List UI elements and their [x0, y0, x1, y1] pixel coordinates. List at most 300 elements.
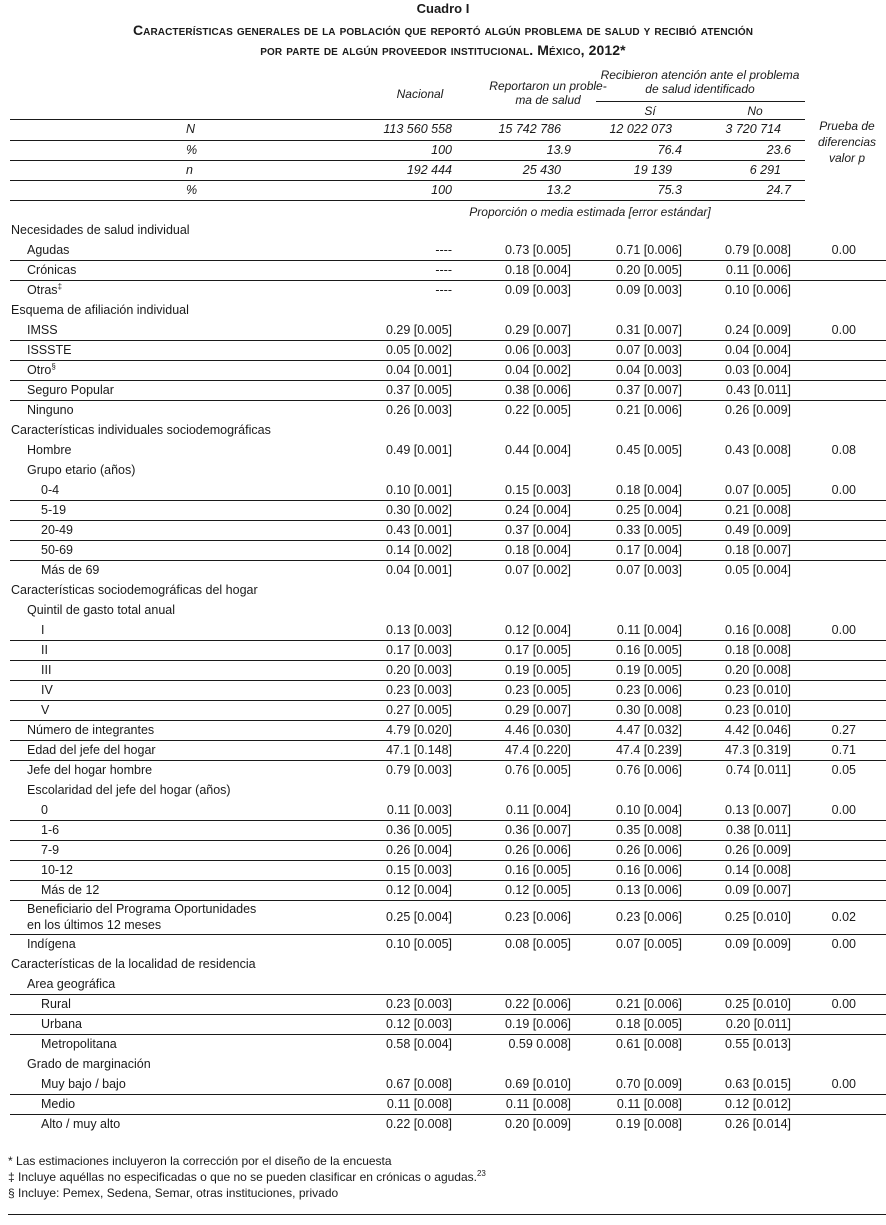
value-cell: 0.26 [0.014]: [724, 1117, 791, 1131]
value-cell: 0.09 [0.003]: [615, 283, 682, 297]
table-row: [0, 421, 886, 441]
table-row: [0, 441, 886, 461]
row-label-text: 0: [41, 803, 48, 817]
row-label: [27, 283, 62, 297]
value-cell: 0.38 [0.011]: [725, 823, 791, 837]
row-label-text: Rural: [41, 997, 71, 1011]
value-cell: 0.22 [0.005]: [504, 403, 571, 417]
summary-cell: 6 291: [749, 163, 781, 177]
value-cell: 0.14 [0.008]: [724, 863, 791, 877]
table-row: [0, 621, 886, 641]
value-cell: 0.07 [0.003]: [615, 343, 682, 357]
summary-row: [0, 161, 886, 181]
value-cell: 0.13 [0.007]: [724, 803, 791, 817]
row-label: [41, 1097, 75, 1111]
value-cell: 0.79 [0.003]: [385, 763, 452, 777]
table-row: [0, 801, 886, 821]
value-cell: 0.20 [0.009]: [504, 1117, 571, 1131]
summary-label: n: [186, 163, 193, 177]
row-label: [41, 997, 71, 1011]
value-cell: 0.55 [0.013]: [724, 1037, 791, 1051]
p-value-cell: 0.00: [831, 243, 856, 257]
table-row: [0, 381, 886, 401]
value-cell: 0.26 [0.003]: [385, 403, 452, 417]
value-cell: 47.1 [0.148]: [385, 743, 452, 757]
row-label: [27, 723, 154, 737]
row-label: [27, 937, 76, 951]
table-title: [0, 20, 886, 60]
row-label: [41, 623, 44, 637]
table-row: [0, 1115, 886, 1135]
summary-cell: 100: [431, 143, 452, 157]
table-title-line2: por parte de algún proveedor institucional. México, 2012*: [260, 42, 626, 58]
value-cell: 0.49 [0.009]: [724, 523, 791, 537]
row-label: [41, 483, 59, 497]
table-row: [0, 461, 886, 481]
row-label: [41, 823, 59, 837]
table-row: [0, 681, 886, 701]
value-cell: 0.59 0.008]: [508, 1037, 571, 1051]
footnote-text: Las estimaciones incluyeron la corrección por el diseño de la encuesta: [16, 1154, 392, 1168]
value-cell: 0.38 [0.006]: [504, 383, 571, 397]
value-cell: 0.07 [0.003]: [615, 563, 682, 577]
value-cell: 0.24 [0.004]: [504, 503, 571, 517]
value-cell: 0.20 [0.011]: [725, 1017, 791, 1031]
table-number: Cuadro I: [416, 1, 470, 16]
row-label: [27, 901, 256, 933]
value-cell: 0.58 [0.004]: [385, 1037, 452, 1051]
value-cell: 47.4 [0.239]: [615, 743, 682, 757]
value-cell: 0.29 [0.007]: [504, 703, 571, 717]
value-cell: 0.12 [0.003]: [385, 1017, 452, 1031]
header-reportaron-line1: Reportaron un proble-: [489, 79, 607, 93]
value-cell: 0.18 [0.008]: [724, 643, 791, 657]
row-label-text: Jefe del hogar hombre: [27, 763, 153, 777]
value-cell: 0.23 [0.010]: [724, 683, 791, 697]
summary-cell: 3 720 714: [725, 122, 781, 136]
footnote-symbol: *: [8, 1154, 17, 1168]
value-cell: 0.22 [0.006]: [504, 997, 571, 1011]
value-cell: 0.11 [0.008]: [505, 1097, 571, 1111]
value-cell: 0.18 [0.004]: [504, 543, 571, 557]
p-value-cell: 0.00: [831, 323, 856, 337]
value-cell: 0.17 [0.003]: [385, 643, 452, 657]
row-label-text: Más de 12: [41, 883, 100, 897]
row-label-text: 1-6: [41, 823, 60, 837]
p-value-cell: 0.71: [831, 743, 856, 757]
value-cell: 0.21 [0.006]: [615, 997, 682, 1011]
value-cell: 0.15 [0.003]: [385, 863, 452, 877]
summary-label: %: [186, 143, 198, 157]
summary-cell: 12 022 073: [609, 122, 672, 136]
value-cell: 0.67 [0.008]: [385, 1077, 452, 1091]
footnote: [8, 1185, 338, 1201]
value-cell: 0.25 [0.010]: [724, 997, 791, 1011]
value-cell: 0.04 [0.002]: [504, 363, 571, 377]
value-cell: 0.21 [0.008]: [724, 503, 791, 517]
table-row: [0, 341, 886, 361]
value-cell: 0.79 [0.008]: [724, 243, 791, 257]
row-label-text: Características individuales sociodemográficas: [11, 423, 271, 437]
value-cell: 0.17 [0.004]: [615, 543, 682, 557]
row-label-text: Esquema de afiliación individual: [11, 303, 189, 317]
row-label-text: 5-19: [41, 503, 67, 517]
value-cell: 0.69 [0.010]: [504, 1077, 571, 1091]
summary-row: [0, 141, 886, 161]
footnote-symbol: ‡: [8, 1170, 19, 1184]
table-row: [0, 1075, 886, 1095]
row-label: [27, 743, 156, 757]
row-label: [27, 383, 114, 397]
value-cell: 4.47 [0.032]: [615, 723, 682, 737]
value-cell: 0.43 [0.011]: [725, 383, 791, 397]
value-cell: ----: [435, 263, 452, 277]
row-label-text: Beneficiario del Programa Oportunidades: [27, 902, 257, 916]
value-cell: 0.09 [0.009]: [724, 937, 791, 951]
table-row: [0, 861, 886, 881]
row-label-text: Grupo etario (años): [27, 463, 136, 477]
row-label-text: Quintil de gasto total anual: [27, 603, 176, 617]
row-label: [41, 503, 66, 517]
value-cell: 0.26 [0.006]: [504, 843, 571, 857]
header-prueba-line1: Prueba de: [819, 119, 875, 133]
footnote-symbol: §: [8, 1186, 19, 1200]
value-cell: 0.15 [0.003]: [504, 483, 571, 497]
table-row: [0, 1095, 886, 1115]
row-label-text: Necesidades de salud individual: [11, 223, 190, 237]
table-row: [0, 521, 886, 541]
value-cell: 0.16 [0.005]: [504, 863, 571, 877]
row-label-text: Otras: [27, 283, 58, 297]
row-label-text-line2: en los últimos 12 meses: [27, 918, 162, 932]
value-cell: 0.14 [0.002]: [385, 543, 452, 557]
header-recibieron: [595, 68, 805, 96]
summary-label: %: [186, 183, 198, 197]
summary-cell: 23.6: [766, 143, 791, 157]
table-row: [0, 281, 886, 301]
value-cell: 0.07 [0.005]: [724, 483, 791, 497]
table-row: [0, 241, 886, 261]
row-label-text: Urbana: [41, 1017, 82, 1031]
row-label: [27, 243, 69, 257]
row-label-text: Indígena: [27, 937, 76, 951]
value-cell: 0.16 [0.006]: [615, 863, 682, 877]
section-label: [11, 223, 190, 237]
row-label-text: Otro: [27, 363, 52, 377]
value-cell: 0.18 [0.007]: [724, 543, 791, 557]
table-row: [0, 841, 886, 861]
value-cell: 0.05 [0.002]: [385, 343, 452, 357]
value-cell: 0.61 [0.008]: [615, 1037, 682, 1051]
table-row: [0, 401, 886, 421]
table-row: [0, 995, 886, 1015]
value-cell: 0.43 [0.008]: [724, 443, 791, 457]
value-cell: 0.13 [0.003]: [385, 623, 452, 637]
value-cell: 0.16 [0.008]: [724, 623, 791, 637]
value-cell: 47.3 [0.319]: [724, 743, 791, 757]
reference-number: 23: [476, 1169, 486, 1178]
section-label: [11, 583, 258, 597]
row-label-text: 0-4: [41, 483, 60, 497]
value-cell: 0.37 [0.007]: [615, 383, 682, 397]
header-reportaron: [483, 79, 613, 107]
value-cell: 0.26 [0.009]: [724, 403, 791, 417]
row-label: [41, 843, 59, 857]
value-cell: 0.27 [0.005]: [385, 703, 452, 717]
value-cell: 0.11 [0.008]: [616, 1097, 682, 1111]
value-cell: 0.44 [0.004]: [504, 443, 571, 457]
value-cell: 0.19 [0.005]: [504, 663, 571, 677]
value-cell: 0.25 [0.010]: [724, 910, 791, 924]
p-value-cell: 0.00: [831, 997, 856, 1011]
value-cell: 0.10 [0.006]: [724, 283, 791, 297]
row-label: [41, 1077, 126, 1091]
summary-row: [0, 120, 886, 140]
table-row: [0, 741, 886, 761]
table-row: [0, 501, 886, 521]
value-cell: 0.76 [0.006]: [615, 763, 682, 777]
value-cell: 0.19 [0.005]: [615, 663, 682, 677]
summary-cell: 100: [431, 183, 452, 197]
row-label: [41, 1017, 82, 1031]
row-label-text: V: [41, 703, 50, 717]
header-no: No: [747, 104, 763, 118]
p-value-cell: 0.00: [831, 803, 856, 817]
table-row: [0, 935, 886, 955]
summary-cell: 15 742 786: [498, 122, 561, 136]
row-label-text: III: [41, 663, 52, 677]
summary-cell: 76.4: [657, 143, 682, 157]
value-cell: 0.16 [0.005]: [615, 643, 682, 657]
value-cell: 0.37 [0.005]: [385, 383, 452, 397]
row-label: [27, 403, 74, 417]
row-label: [41, 1037, 117, 1051]
footnote-text: Incluye aquéllas no especificadas o que no se pueden clasificar en crónicas o agudas.: [18, 1170, 477, 1184]
table-row: [0, 561, 886, 581]
row-label: [41, 703, 49, 717]
value-cell: 0.20 [0.003]: [385, 663, 452, 677]
summary-cell: 24.7: [766, 183, 791, 197]
row-label-text: ISSSTE: [27, 343, 72, 357]
table-row: [0, 361, 886, 381]
value-cell: 0.36 [0.005]: [385, 823, 452, 837]
value-cell: 0.30 [0.008]: [615, 703, 682, 717]
header-span-rule: [596, 101, 805, 102]
row-label-text: IV: [41, 683, 53, 697]
row-label-text: Escolaridad del jefe del hogar (años): [27, 783, 231, 797]
summary-cell: 113 560 558: [383, 122, 452, 136]
row-label: [27, 783, 231, 797]
value-cell: 0.09 [0.003]: [504, 283, 571, 297]
summary-cell: 25 430: [522, 163, 561, 177]
p-value-cell: 0.00: [831, 623, 856, 637]
value-cell: 0.36 [0.007]: [504, 823, 571, 837]
value-cell: ----: [435, 243, 452, 257]
value-cell: 0.30 [0.002]: [385, 503, 452, 517]
row-label: [41, 883, 99, 897]
table-row: [0, 641, 886, 661]
value-cell: 0.04 [0.001]: [385, 563, 452, 577]
row-label-text: Edad del jefe del hogar: [27, 743, 156, 757]
table-row: [0, 881, 886, 901]
value-cell: 0.26 [0.004]: [385, 843, 452, 857]
row-label-text: Ninguno: [27, 403, 74, 417]
value-cell: 0.29 [0.005]: [385, 323, 452, 337]
table-row: [0, 581, 886, 601]
row-label-text: 20-49: [41, 523, 73, 537]
summary-cell: 13.2: [546, 183, 571, 197]
value-cell: 0.06 [0.003]: [504, 343, 571, 357]
row-label: [27, 463, 135, 477]
footnote-text: Incluye: Pemex, Sedena, Semar, otras instituciones, privado: [18, 1186, 339, 1200]
row-label-text: Agudas: [27, 243, 70, 257]
header-recibieron-line2: de salud identificado: [645, 82, 755, 96]
table-row: [0, 781, 886, 801]
row-label-text: 10-12: [41, 863, 73, 877]
header-prueba-line3: valor p: [828, 151, 866, 165]
value-cell: 0.12 [0.004]: [385, 883, 452, 897]
bottom-rule: [8, 1214, 886, 1215]
row-label-text: Area geográfica: [27, 977, 116, 991]
value-cell: 0.23 [0.005]: [504, 683, 571, 697]
table-row: [0, 221, 886, 241]
value-cell: 0.76 [0.005]: [504, 763, 571, 777]
value-cell: 0.11 [0.003]: [386, 803, 452, 817]
table-row: [0, 901, 886, 935]
row-label: [41, 523, 73, 537]
row-label-text: Alto / muy alto: [41, 1117, 121, 1131]
subheader: Proporción o media estimada [error estándar]: [469, 205, 711, 219]
value-cell: 0.45 [0.005]: [615, 443, 682, 457]
value-cell: 0.04 [0.003]: [615, 363, 682, 377]
value-cell: 0.05 [0.004]: [724, 563, 791, 577]
value-cell: 0.23 [0.010]: [724, 703, 791, 717]
p-value-cell: 0.27: [831, 723, 856, 737]
value-cell: 0.74 [0.011]: [725, 763, 791, 777]
row-label-text: Características sociodemográficas del hogar: [11, 583, 258, 597]
row-label: [41, 863, 73, 877]
row-label-text: Número de integrantes: [27, 723, 155, 737]
table-row: [0, 1055, 886, 1075]
value-cell: 0.12 [0.005]: [504, 883, 571, 897]
value-cell: 0.26 [0.009]: [724, 843, 791, 857]
value-cell: 0.11 [0.006]: [725, 263, 791, 277]
table-title-line1: Características generales de la población que reportó algún problema de salud y recibió atención: [132, 22, 754, 38]
row-label-text: I: [41, 623, 45, 637]
value-cell: 0.18 [0.004]: [504, 263, 571, 277]
header-reportaron-line2: ma de salud: [515, 93, 581, 107]
row-label-text: Más de 69: [41, 563, 100, 577]
row-label: [41, 543, 73, 557]
value-cell: 0.73 [0.005]: [504, 243, 571, 257]
value-cell: 0.25 [0.004]: [385, 910, 452, 924]
footnote-mark: ‡: [57, 281, 63, 291]
row-label: [41, 803, 48, 817]
row-label: [27, 363, 56, 377]
row-label: [41, 663, 51, 677]
footnote: [8, 1169, 486, 1185]
row-label-text: Metropolitana: [41, 1037, 117, 1051]
table-row: [0, 321, 886, 341]
table-row: [0, 661, 886, 681]
table-row: [0, 541, 886, 561]
value-cell: 0.31 [0.007]: [615, 323, 682, 337]
value-cell: 0.22 [0.008]: [385, 1117, 452, 1131]
p-value-cell: 0.00: [831, 1077, 856, 1091]
row-label: [41, 643, 48, 657]
p-value-cell: 0.00: [831, 483, 856, 497]
value-cell: 0.63 [0.015]: [724, 1077, 791, 1091]
value-cell: 47.4 [0.220]: [504, 743, 571, 757]
value-cell: 0.33 [0.005]: [615, 523, 682, 537]
value-cell: 0.12 [0.012]: [724, 1097, 791, 1111]
value-cell: 0.10 [0.005]: [385, 937, 452, 951]
table-row: [0, 721, 886, 741]
value-cell: 0.49 [0.001]: [385, 443, 452, 457]
value-cell: 0.23 [0.006]: [615, 910, 682, 924]
table-row: [0, 601, 886, 621]
row-label-text: 50-69: [41, 543, 73, 557]
value-cell: 0.35 [0.008]: [615, 823, 682, 837]
value-cell: 4.79 [0.020]: [385, 723, 452, 737]
header-nacional: Nacional: [396, 87, 444, 101]
footnote-mark: §: [51, 361, 56, 371]
table-row: [0, 301, 886, 321]
header-si: Sí: [644, 104, 656, 118]
p-value-cell: 0.00: [831, 937, 856, 951]
row-label: [41, 563, 99, 577]
summary-cell: 75.3: [657, 183, 682, 197]
value-cell: 0.29 [0.007]: [504, 323, 571, 337]
value-cell: 0.37 [0.004]: [504, 523, 571, 537]
value-cell: 0.20 [0.008]: [724, 663, 791, 677]
value-cell: 0.07 [0.002]: [504, 563, 571, 577]
value-cell: 0.43 [0.001]: [385, 523, 452, 537]
value-cell: 0.21 [0.006]: [615, 403, 682, 417]
table-row: [0, 701, 886, 721]
footnote: [8, 1153, 392, 1169]
value-cell: 0.18 [0.004]: [615, 483, 682, 497]
row-label-text: Seguro Popular: [27, 383, 114, 397]
section-label: [11, 423, 271, 437]
row-label-text: Muy bajo / bajo: [41, 1077, 126, 1091]
summary-row: [0, 181, 886, 201]
summary-label: N: [186, 122, 196, 136]
row-label: [27, 263, 76, 277]
header-recibieron-line1: Recibieron atención ante el problema: [600, 68, 800, 82]
summary-cell: 192 444: [406, 163, 452, 177]
row-label-text: Hombre: [27, 443, 72, 457]
value-cell: 0.11 [0.008]: [386, 1097, 452, 1111]
summary-cell: 19 139: [633, 163, 672, 177]
value-cell: 0.13 [0.006]: [615, 883, 682, 897]
value-cell: 0.23 [0.003]: [385, 683, 452, 697]
value-cell: 0.11 [0.004]: [616, 623, 682, 637]
value-cell: 0.12 [0.004]: [504, 623, 571, 637]
value-cell: 0.71 [0.006]: [615, 243, 682, 257]
row-label-text: Características de la localidad de residencia: [11, 957, 256, 971]
row-label: [41, 683, 53, 697]
value-cell: 0.19 [0.008]: [615, 1117, 682, 1131]
table-row: [0, 1015, 886, 1035]
value-cell: 0.20 [0.005]: [615, 263, 682, 277]
value-cell: 0.70 [0.009]: [615, 1077, 682, 1091]
table-row: [0, 761, 886, 781]
row-label: [41, 1117, 120, 1131]
section-label: [11, 957, 256, 971]
row-label-text: Grado de marginación: [27, 1057, 151, 1071]
row-label-text: 7-9: [41, 843, 60, 857]
